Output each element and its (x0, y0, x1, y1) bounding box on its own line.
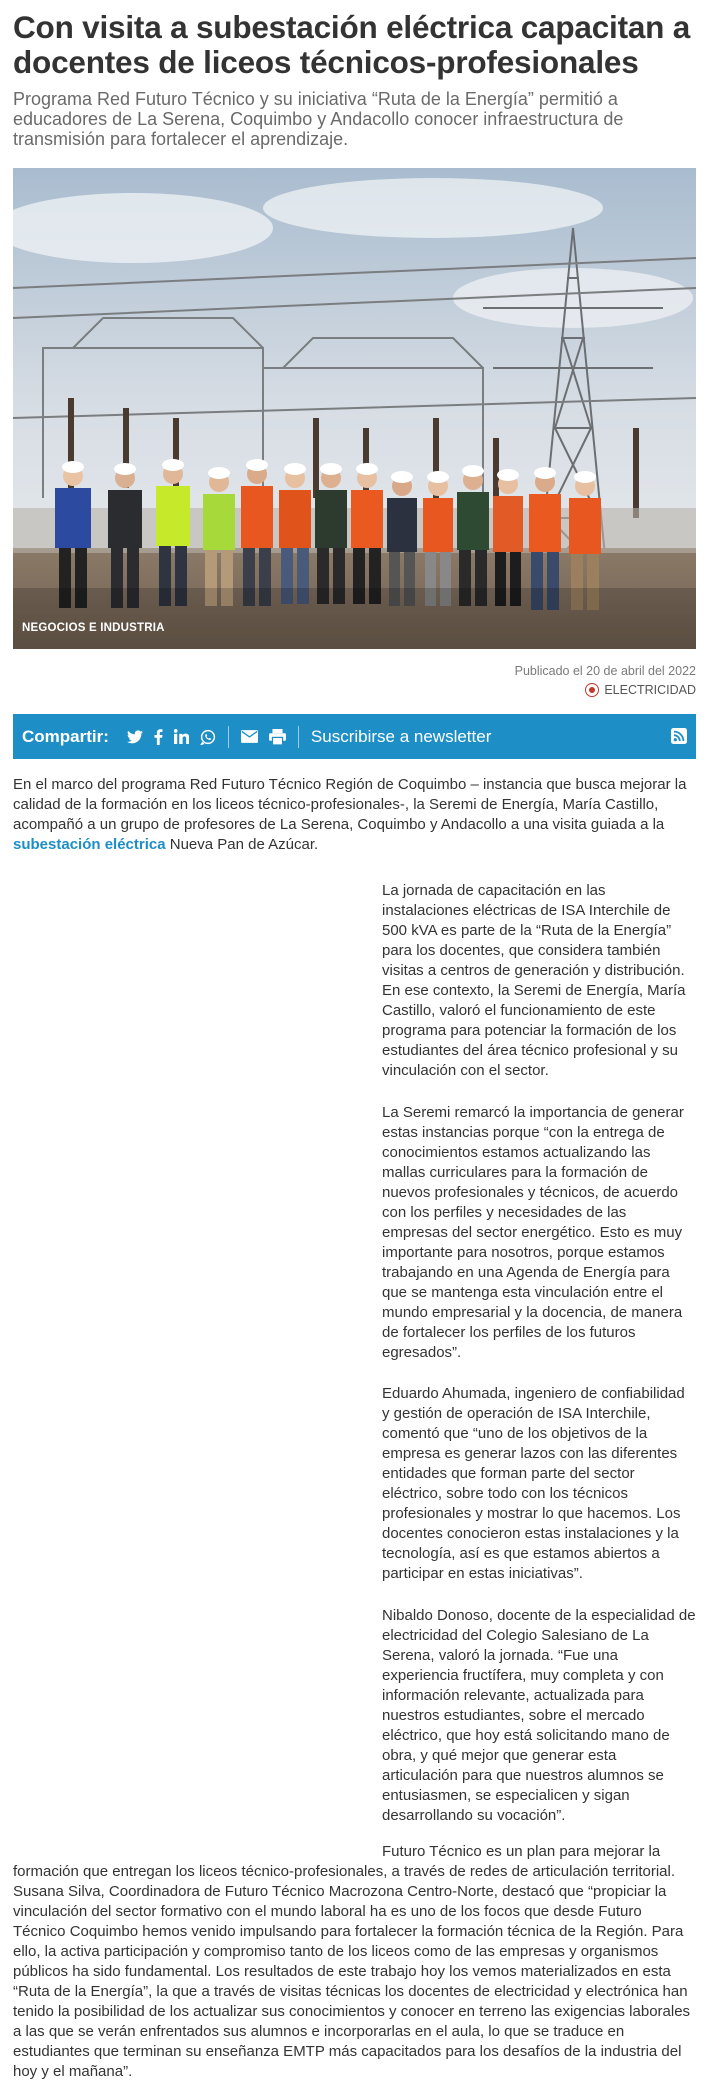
linkedin-icon[interactable] (174, 729, 189, 744)
category-link[interactable] (585, 683, 696, 697)
article-subtitle: Programa Red Futuro Técnico y su iniciativa “Ruta de la Energía” permitió a educadores de La Serena, Coquimbo y Andacollo conocer infraestructura de transmisión para fortalecer el aprendizaje. (13, 89, 624, 149)
category-label: ELECTRICIDAD (604, 683, 696, 697)
publish-date: Publicado el 20 de abril del 2022 (514, 664, 696, 678)
body-paragraph-3: Eduardo Ahumada, ingeniero de confiabilidad y gestión de operación de ISA Interchile, comentó que “uno de los objetivos de la empresa es generar lazos con las diferentes entidades que forman parte del sector eléctrico, sobre todo con los técnicos profesionales y mostrar lo que hacemos. Los docentes conocieron estas instalaciones y la tecnología, así es que estamos abiertos a participar en estas iniciativas”. (382, 1385, 685, 1582)
intro-text-end: Nueva Pan de Azúcar. (169, 836, 319, 853)
substation-photo (13, 168, 696, 649)
intro-text: En el marco del programa Red Futuro Técnico Región de Coquimbo – instancia que busca mejorar la calidad de la formación en los liceos técnico-profesionales-, la Seremi de Energía, María Castillo, acompañó a un grupo de profesores de La Serena, Coquimbo y Andacollo a una visita guiada a la (13, 776, 687, 833)
rss-icon[interactable] (671, 728, 687, 744)
whatsapp-icon[interactable] (200, 729, 216, 745)
print-icon[interactable] (269, 729, 286, 745)
article-title: Con visita a subestación eléctrica capacitan a docentes de liceos técnicos-profesionales (13, 9, 691, 80)
share-bar (13, 714, 696, 759)
email-icon[interactable] (241, 730, 258, 743)
body-paragraph-2: La Seremi remarcó la importancia de generar estas instancias porque “con la entrega de conocimientos estamos actualizando las mallas curriculares para la formación de nuevos profesionales y técnicos, de acuerdo con los perfiles y necesidades de las empresas del sector energético. Esto es muy importante para nosotros, porque estamos trabajando en una Agenda de Energía para que se mantenga esta vinculación entre el mundo empresarial y la docencia, de manera de fortalecer los perfiles de los futuros egresados”. (382, 1104, 684, 1361)
share-label: Compartir: (22, 726, 109, 746)
share-icons (127, 729, 216, 745)
substation-link[interactable]: subestación eléctrica (13, 836, 166, 853)
newsletter-link[interactable]: Suscribirse a newsletter (310, 726, 492, 746)
twitter-icon[interactable] (127, 730, 143, 744)
electricity-category-icon (585, 683, 599, 697)
facebook-icon[interactable] (154, 729, 163, 745)
body-paragraph-1: La jornada de capacitación en las instalaciones eléctricas de ISA Interchile de 500 kVA es parte de la “Ruta de la Energía” para los docentes, que considera también visitas a centros de generación y distribución. En ese contexto, la Seremi de Energía, María Castillo, valoró el funcionamiento de este programa para potenciar la formación de los estudiantes del área técnico profesional y su vinculación con el sector. (382, 882, 686, 1079)
share-tools (241, 729, 286, 745)
share-divider-2 (298, 726, 299, 748)
body-paragraph-5: Futuro Técnico es un plan para mejorar la formación que entregan los liceos técnico-profesionales, a través de redes de articulación territorial. Susana Silva, Coordinadora de Futuro Técnico Macrozona Centro-Norte, destacó que “propiciar la vinculación del sector formativo con el mundo laboral ha es uno de los focos que desde Futuro Técnico Coquimbo hemos venido impulsando para fortalecer la formación técnica de la Región. Para ello, la activa participación y compromiso tanto de los liceos como de las empresas y organismos públicos ha sido fundamental. Los resultados de este trabajo hoy los vemos materializados en esta “Ruta de la Energía”, la que a través de visitas técnicas los docentes de electricidad y electrónica han tenido la posibilidad de los actualizar sus conocimientos y conocer en terreno las exigencias laborales a las que se verán enfrentados sus alumnos e incorporarlas en el aula, lo que se traduce en estudiantes que terminan su enseñanza EMTP más capacitados para los desafíos de la industria del hoy y el mañana”. (13, 1843, 691, 2080)
image-category-tag[interactable]: NEGOCIOS E INDUSTRIA (22, 622, 165, 634)
intro-paragraph (13, 775, 696, 855)
share-divider (228, 726, 229, 748)
hero-image (13, 168, 696, 649)
body-paragraph-4: Nibaldo Donoso, docente de la especialidad de electricidad del Colegio Salesiano de La Serena, valoró la jornada. “Fue una experiencia fructífera, muy completa y con información relevante, actualizada para nuestros estudiantes, sobre el mercado eléctrico, que hoy está solicitando mano de obra, y qué mejor que generar esta articulación para que nuestros alumnos se entusiasmen, se especialicen y sigan desarrollando su vocación”. (382, 1607, 696, 1824)
